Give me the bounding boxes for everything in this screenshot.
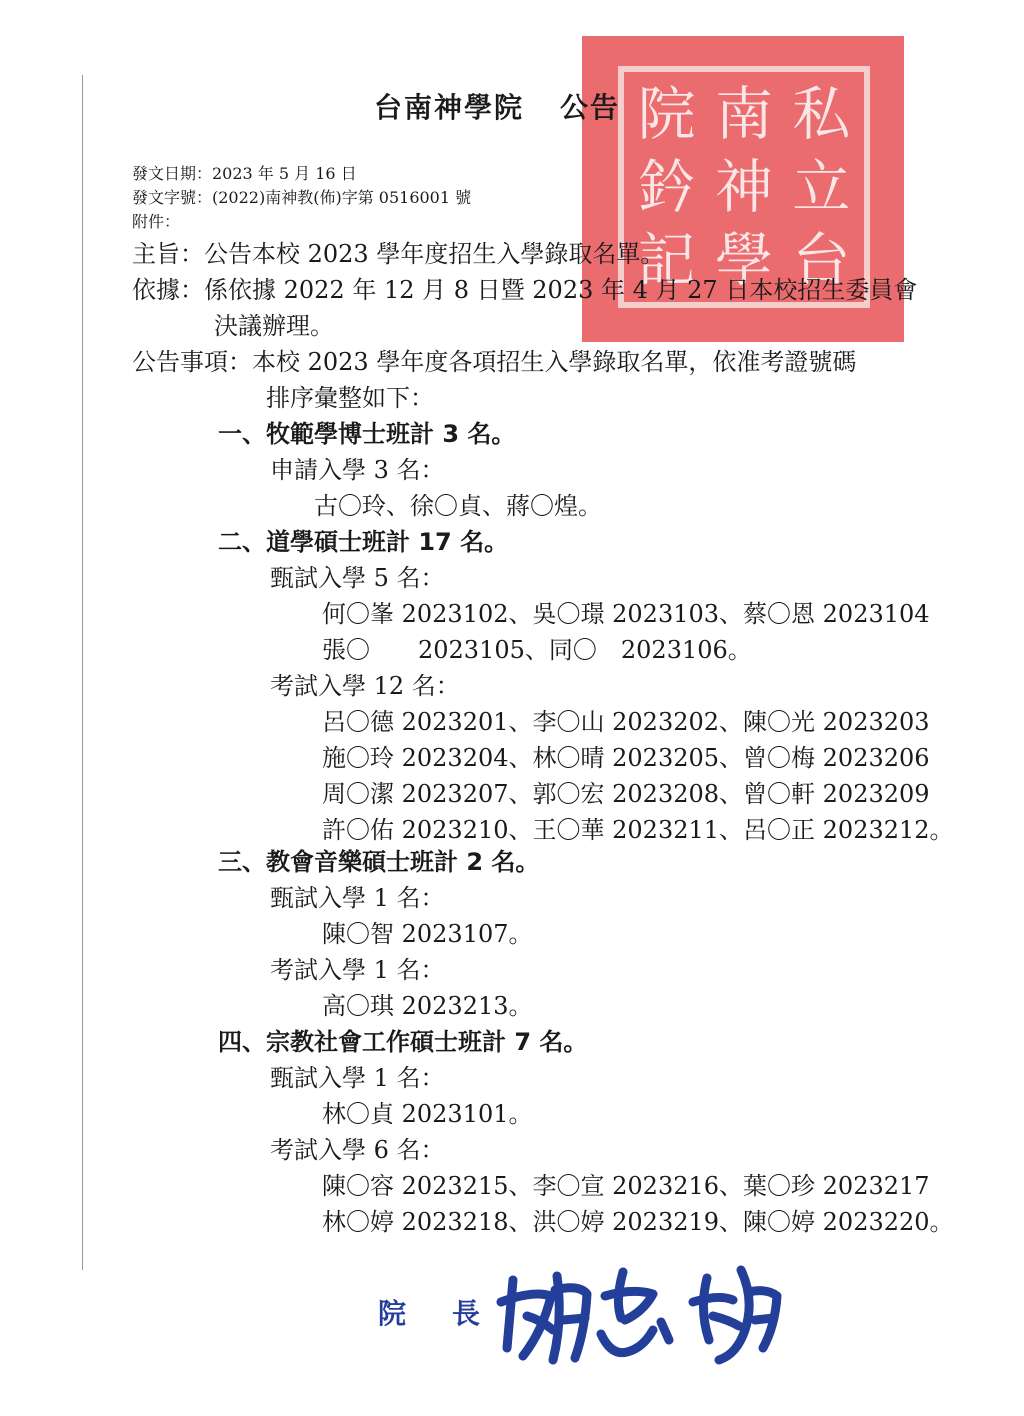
section-heading: 一、牧範學博士班計 3 名。: [218, 420, 516, 448]
admitted-row: 周〇潔 2023207、郭〇宏 2023208、曾〇軒 2023209: [322, 780, 930, 808]
admission-group-label: 考試入學 1 名：: [270, 956, 445, 984]
announcement-label: 公告: [560, 91, 621, 124]
admitted-row: 陳〇智 2023107。: [322, 920, 533, 948]
admission-group-label: 甄試入學 5 名：: [270, 564, 445, 592]
school-name: 台南神學院: [373, 91, 524, 124]
admitted-row: 張〇 2023105、同〇 2023106。: [322, 636, 752, 664]
section-heading: 四、宗教社會工作碩士班計 7 名。: [218, 1028, 588, 1056]
admission-group-label: 考試入學 6 名：: [270, 1136, 445, 1164]
admission-group-label: 申請入學 3 名：: [270, 456, 445, 484]
attachment: 附件：: [132, 212, 181, 231]
basis-line-2: 決議辦理。: [214, 312, 334, 340]
admitted-row: 許〇佑 2023210、王〇華 2023211、呂〇正 2023212。: [322, 816, 954, 844]
handwritten-signature: [493, 1260, 793, 1368]
admission-group-label: 甄試入學 1 名：: [270, 884, 445, 912]
president-signature: [378, 1260, 798, 1370]
page-title: [0, 86, 1024, 126]
matters-line-2: 排序彙整如下：: [266, 384, 434, 412]
section-heading: 三、教會音樂碩士班計 2 名。: [218, 848, 540, 876]
subject-line: 主旨：公告本校 2023 學年度招生入學錄取名單。: [132, 240, 665, 268]
matters-line-1: 公告事項：本校 2023 學年度各項招生入學錄取名單，依准考證號碼: [132, 348, 857, 376]
issue-date: 發文日期：2023 年 5 月 16 日: [132, 164, 357, 183]
admission-group-label: 甄試入學 1 名：: [270, 1064, 445, 1092]
admitted-row: 施〇玲 2023204、林〇晴 2023205、曾〇梅 2023206: [322, 744, 930, 772]
admission-group-label: 考試入學 12 名：: [270, 672, 460, 700]
president-title: 院 長: [378, 1297, 481, 1330]
admitted-row: 陳〇容 2023215、李〇宣 2023216、葉〇珍 2023217: [322, 1172, 930, 1200]
section-heading: 二、道學碩士班計 17 名。: [218, 528, 509, 556]
admitted-row: 高〇琪 2023213。: [322, 992, 533, 1020]
admitted-row: 何〇峯 2023102、吳〇璟 2023103、蔡〇恩 2023104: [322, 600, 930, 628]
admitted-row: 林〇婷 2023218、洪〇婷 2023219、陳〇婷 2023220。: [322, 1208, 954, 1236]
issue-number: 發文字號：(2022)南神教(佈)字第 0516001 號: [132, 188, 472, 207]
basis-line-1: 依據：係依據 2022 年 12 月 8 日暨 2023 年 4 月 27 日本校招生委員會: [132, 276, 918, 304]
left-margin-line: [82, 75, 83, 1270]
official-seal: 私 立 台 南 神 學 院 鈐 記: [582, 36, 904, 342]
admitted-row: 古〇玲、徐〇貞、蔣〇煌。: [314, 492, 602, 520]
admitted-row: 林〇貞 2023101。: [322, 1100, 533, 1128]
admitted-row: 呂〇德 2023201、李〇山 2023202、陳〇光 2023203: [322, 708, 930, 736]
